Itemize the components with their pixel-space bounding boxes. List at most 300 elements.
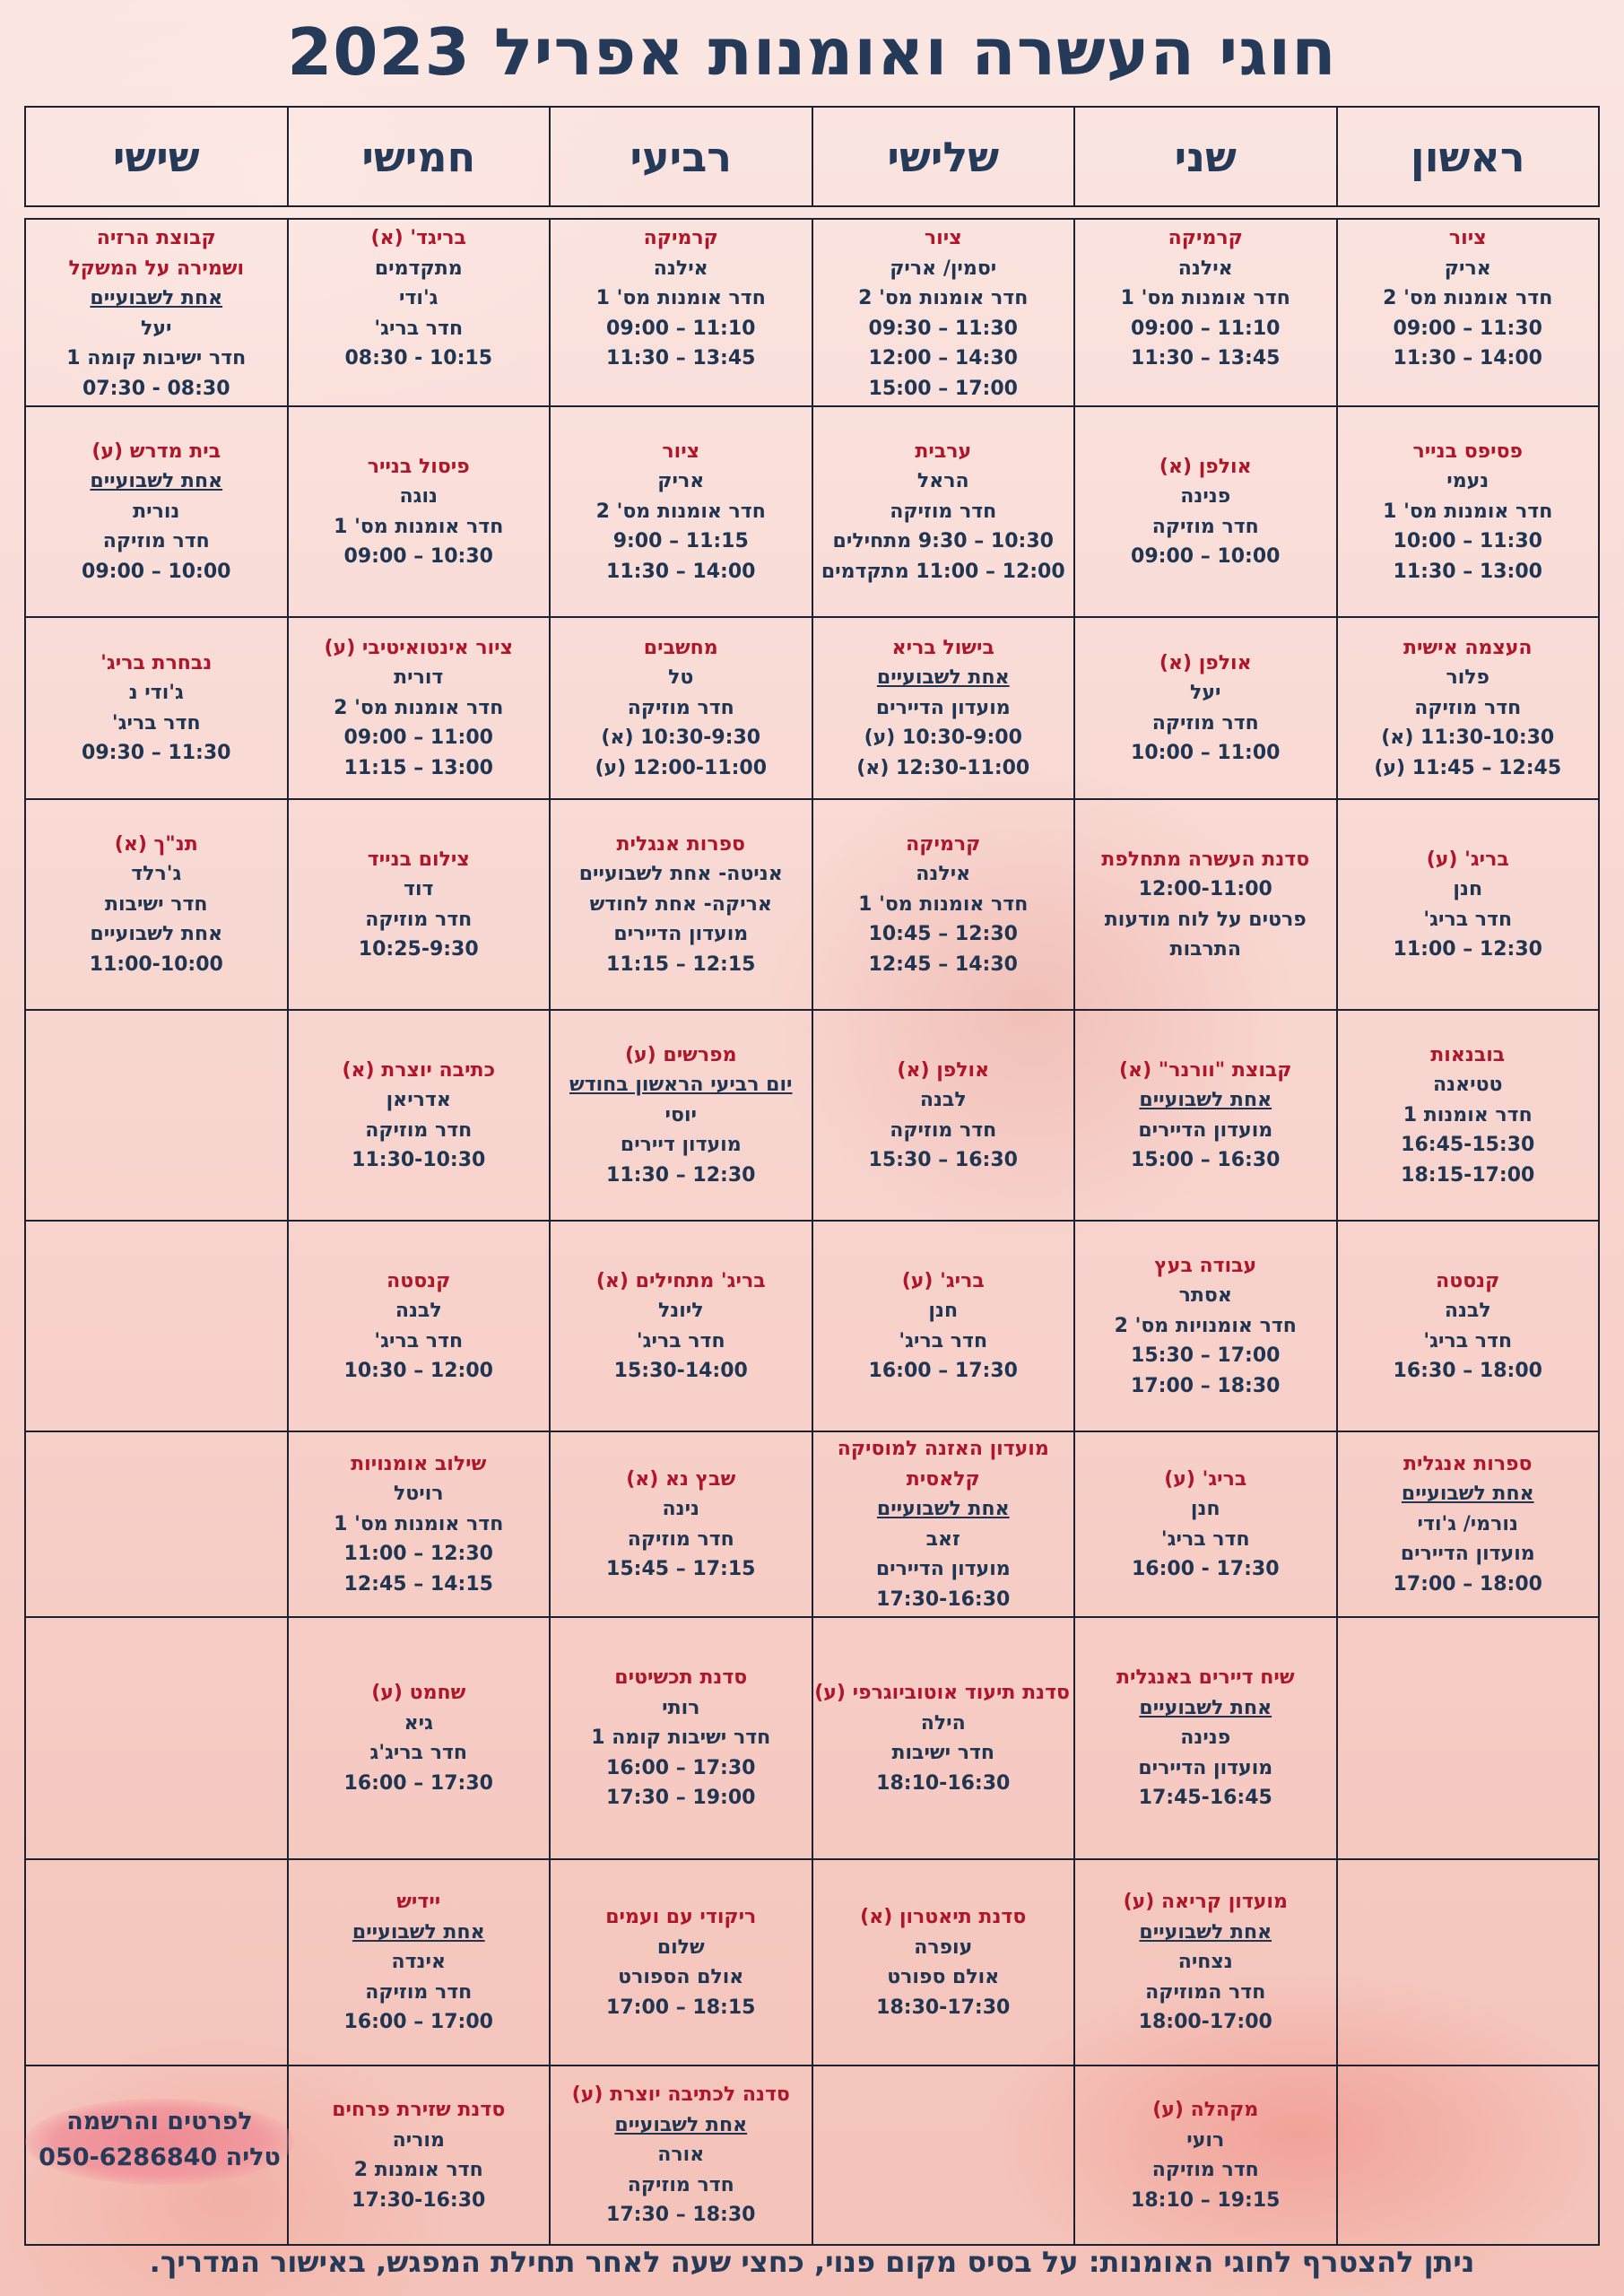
- class-cell-monday: [1074, 1431, 1337, 1617]
- class-detail: גיא: [404, 1711, 433, 1735]
- class-cell-tuesday: [812, 1010, 1075, 1221]
- class-detail: 16:45-15:30: [1401, 1134, 1535, 1157]
- class-detail: חנן: [928, 1300, 959, 1322]
- class-detail: 17:30-16:30: [352, 2188, 486, 2212]
- class-detail: אחת לשבועיים: [876, 666, 1010, 690]
- class-title: ציור: [662, 439, 700, 463]
- class-detail: חדר בריג': [1423, 908, 1513, 931]
- class-detail: חדר מוזיקה: [365, 908, 473, 931]
- class-detail: אריק: [1444, 257, 1491, 280]
- class-detail: 12:00-11:00: [1138, 878, 1272, 900]
- class-detail: חדר בריג': [111, 711, 201, 735]
- class-detail: 14:00 – 11:30: [1393, 347, 1542, 370]
- class-detail: עופרה: [914, 1935, 973, 1959]
- class-cell-friday: [25, 219, 288, 406]
- class-cell-wednesday: [550, 1859, 812, 2066]
- class-title: אולפן (א): [1159, 651, 1252, 674]
- class-detail: 12:45 – 11:45 (ע): [1374, 756, 1562, 779]
- class-detail: אילנה: [916, 863, 971, 886]
- class-cell-sunday: [1337, 1431, 1600, 1617]
- class-cell-thursday: [288, 2066, 551, 2245]
- class-detail: מועדון הדיירים: [1400, 1543, 1535, 1566]
- class-detail: ג'ודי נ: [128, 682, 184, 704]
- class-detail: 10:30-9:30 (א): [601, 726, 761, 750]
- class-detail: 18:15-17:00: [1401, 1163, 1535, 1187]
- day-header-monday: שני: [1074, 107, 1337, 206]
- class-cell-friday: [25, 1617, 288, 1859]
- class-cell-tuesday: [812, 1431, 1075, 1617]
- class-detail: ג'ודי: [398, 287, 439, 309]
- class-title: שיח דיירים באנגלית: [1116, 1666, 1295, 1690]
- class-title: סדנת תכשיטים: [614, 1666, 748, 1690]
- class-detail: 14:15 – 12:45: [343, 1572, 493, 1596]
- class-detail: חדר מוזיקה: [365, 1118, 473, 1142]
- class-detail: מתקדמים: [374, 257, 463, 280]
- class-detail: חדר מוזיקה: [627, 696, 734, 719]
- class-detail: חדר בריג': [899, 1329, 988, 1352]
- class-detail: חדר המוזיקה: [1145, 1980, 1266, 2004]
- class-detail: חדר בריג': [636, 1329, 725, 1352]
- class-detail: מועדון הדיירים: [875, 696, 1011, 719]
- class-detail: 18:00 – 17:00: [1393, 1572, 1542, 1596]
- class-detail: ליונל: [657, 1300, 704, 1322]
- schedule-row: [25, 617, 1599, 799]
- class-detail: מועדון הדיירים: [875, 1558, 1011, 1580]
- class-detail: יעל: [141, 317, 172, 340]
- class-title: קנסטה: [1436, 1269, 1500, 1292]
- class-detail: דורית: [394, 666, 444, 690]
- class-detail: חדר אומנות מס' 2: [858, 287, 1029, 309]
- class-title: שילוב אומנויות: [351, 1452, 487, 1475]
- class-title: פיסול בנייר: [367, 455, 470, 478]
- class-detail: חדר אומנות מס' 1: [595, 287, 766, 309]
- class-detail: אינדה: [391, 1951, 446, 1974]
- class-detail: שלום: [656, 1935, 705, 1959]
- class-cell-thursday: [288, 1617, 551, 1859]
- class-title: ערבית: [915, 439, 972, 463]
- class-detail: חדר ישיבות: [104, 892, 208, 916]
- class-detail: אחת לשבועיים: [876, 1498, 1010, 1520]
- class-detail: 12:15 – 11:15: [606, 952, 756, 976]
- class-title: צילום בנייד: [367, 848, 470, 871]
- class-detail: אחת לשבועיים: [90, 287, 223, 309]
- class-detail: 11:30-10:30: [352, 1149, 486, 1171]
- registration-title: לפרטים והרשמה: [66, 2108, 253, 2135]
- class-detail: חדר מוזיקה: [365, 1980, 473, 2004]
- class-title: מחשבים: [643, 636, 718, 659]
- class-title: בריג' מתחילים (א): [595, 1269, 766, 1292]
- class-cell-wednesday: [550, 799, 812, 1010]
- class-cell-monday: [1074, 406, 1337, 617]
- class-detail: 10:00 – 09:00: [82, 560, 231, 583]
- class-detail: 10:15 - 08:30: [344, 347, 492, 370]
- class-detail: לבנה: [395, 1300, 442, 1322]
- class-title: כתיבה יוצרת (א): [342, 1058, 496, 1082]
- class-detail: 12:30 – 11:00: [1393, 938, 1542, 961]
- class-detail: רויטל: [393, 1483, 444, 1506]
- class-detail: 12:30 – 11:30: [606, 1163, 756, 1187]
- class-detail: חדר אומנות מס' 2: [1383, 287, 1553, 309]
- class-detail: 12:00-11:00 (ע): [595, 756, 768, 779]
- class-cell-tuesday: [812, 406, 1075, 617]
- class-cell-friday: [25, 1221, 288, 1431]
- class-title: קבוצת הרזיה: [96, 227, 216, 249]
- schedule-row: [25, 799, 1599, 1010]
- class-detail: קלאסית: [906, 1467, 980, 1491]
- class-detail: 10:30 – 09:00: [343, 545, 493, 568]
- class-cell-tuesday: [812, 799, 1075, 1010]
- class-detail: דוד: [404, 878, 434, 900]
- class-detail: אחת לשבועיים: [90, 470, 223, 493]
- class-cell-wednesday: [550, 1010, 812, 1221]
- class-detail: 18:10-16:30: [876, 1771, 1011, 1795]
- class-title: קרמיקה: [1168, 227, 1243, 249]
- class-cell-sunday: [1337, 617, 1600, 799]
- class-title: בריג' (ע): [1426, 848, 1509, 871]
- class-detail: יום רביעי הראשון בחודש: [569, 1074, 793, 1097]
- class-title: שבץ נא (א): [626, 1467, 736, 1491]
- class-detail: אחת לשבועיים: [1401, 1483, 1534, 1506]
- class-detail: 17:30 – 16:00: [868, 1360, 1018, 1382]
- class-detail: 17:30 – 16:00: [606, 1756, 756, 1779]
- page-title: חוגי העשרה ואומנות אפריל 2023: [287, 14, 1337, 90]
- class-title: מועדון האזנה למוסיקה: [837, 1438, 1049, 1460]
- class-detail: חדר אומנות מס' 2: [334, 696, 504, 719]
- class-detail: 15:30-14:00: [613, 1360, 748, 1382]
- class-detail: אדריאן: [386, 1089, 451, 1111]
- class-cell-monday: [1074, 1859, 1337, 2066]
- class-detail: חדר אומנות מס' 1: [1383, 500, 1553, 523]
- class-detail: רועי: [1186, 2128, 1225, 2152]
- class-detail: 08:30 - 07:30: [82, 377, 230, 400]
- class-detail: אולם הספורט: [618, 1966, 744, 1988]
- class-detail: אסתר: [1178, 1284, 1232, 1308]
- class-title: בריגד' (א): [370, 227, 466, 249]
- class-cell-monday: [1074, 799, 1337, 1010]
- class-detail: חדר ישיבות קומה 1: [591, 1726, 771, 1750]
- class-detail: 11:10 – 09:00: [1131, 317, 1281, 340]
- class-detail: חדר מוזיקה: [890, 500, 997, 523]
- class-cell-thursday: [288, 1221, 551, 1431]
- day-header-wednesday: רביעי: [550, 107, 812, 206]
- class-detail: חדר אומנות 1: [1403, 1103, 1533, 1126]
- class-title: אולפן (א): [897, 1058, 990, 1082]
- class-cell-wednesday: [550, 1617, 812, 1859]
- class-title: ספרות אנגלית: [1403, 1452, 1533, 1475]
- class-cell-sunday: [1337, 406, 1600, 617]
- class-detail: 19:15 – 18:10: [1131, 2188, 1281, 2212]
- class-detail: חדר מוזיקה: [627, 2173, 734, 2196]
- class-detail: חדר מוזיקה: [1151, 711, 1259, 735]
- schedule-grid: [24, 218, 1600, 2246]
- class-title: סדנת תיעוד אוטוביוגרפי (ע): [814, 1682, 1070, 1704]
- class-detail: חדר מוזיקה: [102, 530, 210, 553]
- class-detail: טטיאנה: [1433, 1074, 1503, 1097]
- class-cell-friday: [25, 617, 288, 799]
- class-title: יידיש: [396, 1891, 441, 1914]
- class-cell-monday: [1074, 617, 1337, 799]
- class-detail: אריק: [657, 470, 705, 493]
- class-cell-thursday: [288, 406, 551, 617]
- class-detail: חדר מוזיקה: [1151, 515, 1259, 538]
- class-detail: 10:30 – 9:30 מתחילים: [832, 530, 1054, 553]
- class-detail: פנינה: [1180, 485, 1231, 508]
- day-header-tuesday: שלישי: [812, 107, 1075, 206]
- class-detail: חנן: [1190, 1498, 1220, 1520]
- class-cell-wednesday: [550, 2066, 812, 2245]
- class-detail: חדר מוזיקה: [627, 1527, 734, 1551]
- class-detail: נורמי/ ג'ודי: [1417, 1512, 1518, 1535]
- class-detail: 10:25-9:30: [358, 938, 479, 961]
- class-detail: 18:15 – 17:00: [606, 1996, 756, 2019]
- class-cell-monday: [1074, 1617, 1337, 1859]
- class-detail: 12:30 – 11:00: [343, 1543, 493, 1566]
- class-detail: 14:00 – 11:30: [606, 560, 756, 583]
- schedule-row: [25, 1859, 1599, 2066]
- class-title: קבוצת "וורנר" (א): [1119, 1058, 1292, 1082]
- class-detail: מועדון דיירים: [620, 1134, 742, 1157]
- class-detail: 18:00 – 16:30: [1393, 1360, 1542, 1382]
- class-cell-tuesday: [812, 1221, 1075, 1431]
- class-title: ספרות אנגלית: [616, 832, 746, 856]
- class-title: שחמט (ע): [371, 1682, 466, 1704]
- day-header-sunday: ראשון: [1337, 107, 1600, 206]
- class-cell-friday: [25, 1010, 288, 1221]
- class-detail: אחת לשבועיים: [1139, 1920, 1272, 1944]
- class-detail: 10:30-9:00 (ע): [864, 726, 1022, 750]
- registration-phone: טליה 050-6286840: [39, 2144, 281, 2171]
- class-detail: 14:30 – 12:45: [868, 952, 1018, 976]
- class-detail: נוגה: [399, 485, 438, 508]
- class-cell-monday: [1074, 219, 1337, 406]
- class-title: ציור: [924, 227, 962, 249]
- class-detail: 12:00 – 10:30: [343, 1360, 493, 1382]
- class-detail: יעל: [1190, 682, 1221, 704]
- class-cell-tuesday: [812, 2066, 1075, 2245]
- class-detail: טל: [668, 666, 694, 690]
- class-detail: חדר מוזיקה: [890, 1118, 997, 1142]
- schedule-row: [25, 219, 1599, 406]
- footer-note: ניתן להצטרף לחוגי האומנות: על בסיס מקום פנוי, כחצי שעה לאחר תחילת המפגש, באישור המדריך.: [149, 2245, 1475, 2279]
- class-detail: אניטה- אחת לשבועיים: [578, 863, 783, 886]
- class-detail: נינה: [662, 1498, 700, 1520]
- class-cell-friday: [25, 1431, 288, 1617]
- class-detail: 16:30 – 15:30: [868, 1149, 1018, 1171]
- class-title: ציור: [1448, 227, 1487, 249]
- day-header-thursday: חמישי: [288, 107, 551, 206]
- class-detail: לבנה: [919, 1089, 967, 1111]
- class-detail: חדר ישיבות קומה 1: [66, 347, 247, 370]
- class-detail: חדר בריג': [1160, 1527, 1250, 1551]
- class-detail: 13:45 – 11:30: [606, 347, 756, 370]
- class-cell-wednesday: [550, 219, 812, 406]
- class-detail: אילנה: [653, 257, 708, 280]
- class-detail: אחת לשבועיים: [90, 923, 223, 946]
- class-detail: 11:00 – 10:00: [1131, 742, 1281, 764]
- class-detail: ג'רלד: [131, 863, 182, 886]
- class-detail: פנינה: [1180, 1726, 1231, 1750]
- class-detail: 18:00-17:00: [1138, 2011, 1272, 2034]
- class-title: תנ"ך (א): [114, 832, 198, 856]
- class-title: מפרשים (ע): [624, 1043, 737, 1066]
- class-detail: יסמין/ אריק: [890, 257, 997, 280]
- class-cell-friday: [25, 406, 288, 617]
- class-detail: 11:00-10:00: [89, 952, 223, 976]
- class-cell-sunday: [1337, 1617, 1600, 1859]
- class-title: פסיפס בנייר: [1412, 439, 1524, 463]
- class-detail: אולם ספורט: [887, 1966, 1000, 1988]
- class-detail: נצחיה: [1177, 1951, 1233, 1974]
- class-title: אולפן (א): [1159, 455, 1252, 478]
- class-cell-monday: [1074, 1221, 1337, 1431]
- class-detail: חדר אומנות מס' 1: [858, 892, 1029, 916]
- class-detail: חדר בריג'ג: [369, 1742, 467, 1764]
- class-title: סדנת העשרה מתחלפת: [1101, 848, 1310, 871]
- class-detail: לבנה: [1444, 1300, 1491, 1322]
- class-cell-monday: [1074, 2066, 1337, 2245]
- class-cell-monday: [1074, 1010, 1337, 1221]
- class-title: עבודה בעץ: [1154, 1254, 1257, 1277]
- class-title: ציור אינטואיטיבי (ע): [324, 636, 513, 659]
- class-detail: 17:30-16:30: [876, 1587, 1011, 1611]
- class-detail: אחת לשבועיים: [1139, 1696, 1272, 1719]
- class-detail: אחת לשבועיים: [1139, 1089, 1272, 1111]
- class-title: מועדון קריאה (ע): [1123, 1891, 1288, 1914]
- schedule-row: [25, 1010, 1599, 1221]
- class-detail: 18:30 – 17:00: [1131, 1374, 1281, 1397]
- class-title: בריג' (ע): [1164, 1467, 1247, 1491]
- class-cell-friday: [25, 799, 288, 1010]
- class-detail: אילנה: [1177, 257, 1233, 280]
- class-detail: נעמי: [1446, 470, 1489, 493]
- class-detail: 17:30 - 16:00: [1131, 1558, 1280, 1580]
- class-cell-thursday: [288, 617, 551, 799]
- class-detail: פרטים על לוח מודעות: [1104, 908, 1307, 931]
- class-detail: 17:00 – 15:00: [868, 377, 1018, 400]
- class-detail: אחת לשבועיים: [352, 1920, 485, 1944]
- class-cell-thursday: [288, 219, 551, 406]
- class-cell-tuesday: [812, 617, 1075, 799]
- class-detail: חדר מוזיקה: [1151, 2159, 1259, 2181]
- class-detail: 18:30 – 17:30: [606, 2204, 756, 2227]
- class-cell-tuesday: [812, 1617, 1075, 1859]
- day-header-friday: שישי: [25, 107, 288, 206]
- class-detail: פלור: [1446, 666, 1490, 690]
- class-detail: חדר בריג': [1423, 1329, 1513, 1352]
- class-cell-tuesday: [812, 1859, 1075, 2066]
- class-detail: חדר מוזיקה: [1414, 696, 1522, 719]
- class-detail: 12:30 – 10:45: [868, 923, 1018, 946]
- class-title: בישול בריא: [891, 636, 994, 659]
- class-detail: 11:30-10:30 (א): [1381, 726, 1555, 750]
- class-detail: 11:30 – 09:00: [1393, 317, 1542, 340]
- class-detail: חדר אומנות מס' 1: [334, 1512, 504, 1535]
- class-cell-wednesday: [550, 406, 812, 617]
- class-detail: 17:30 – 16:00: [343, 1771, 493, 1795]
- class-detail: חדר אומנויות מס' 2: [1114, 1314, 1297, 1337]
- class-detail: חדר אומנות מס' 1: [1120, 287, 1290, 309]
- class-cell-thursday: [288, 1010, 551, 1221]
- class-title: קרמיקה: [643, 227, 718, 249]
- class-title: סדנת שזירת פרחים: [332, 2099, 506, 2121]
- class-detail: נורית: [133, 500, 180, 523]
- schedule-row: [25, 1617, 1599, 1859]
- class-detail: 11:15 – 9:00: [612, 530, 749, 553]
- class-detail: מועדון הדיירים: [1138, 1756, 1273, 1779]
- class-detail: חנן: [1453, 878, 1483, 900]
- class-detail: 11:30 – 10:00: [1393, 530, 1542, 553]
- class-detail: 10:00 – 09:00: [1131, 545, 1281, 568]
- schedule-row: [25, 1221, 1599, 1431]
- class-detail: מוריה: [392, 2128, 445, 2152]
- class-title: סדנת תיאטרון (א): [860, 1906, 1027, 1928]
- class-title: העצמה אישית: [1403, 636, 1533, 659]
- class-detail: רותי: [662, 1696, 700, 1719]
- class-detail: 12:00 – 11:00 מתקדמים: [821, 560, 1065, 583]
- class-title: סדנה לכתיבה יוצרת (ע): [571, 2083, 790, 2107]
- class-detail: 11:30 – 09:30: [868, 317, 1018, 340]
- class-title: מקהלה (ע): [1152, 2099, 1259, 2121]
- class-detail: 11:00 – 09:00: [343, 726, 493, 750]
- registration-badge: [25, 2099, 294, 2185]
- class-detail: חדר אומנות 2: [353, 2159, 483, 2181]
- class-detail: התרבות: [1169, 938, 1241, 961]
- class-title: קנסטה: [386, 1269, 451, 1292]
- class-title: בריג' (ע): [901, 1269, 985, 1292]
- class-cell-tuesday: [812, 219, 1075, 406]
- class-detail: אחת לשבועיים: [614, 2113, 748, 2136]
- class-detail: 11:10 – 09:00: [606, 317, 756, 340]
- class-detail: הראל: [916, 470, 969, 493]
- class-cell-sunday: [1337, 219, 1600, 406]
- class-cell-sunday: [1337, 1010, 1600, 1221]
- class-detail: הילה: [920, 1711, 966, 1735]
- days-header: [24, 106, 1600, 207]
- class-detail: 11:30 – 09:30: [82, 742, 231, 764]
- class-cell-wednesday: [550, 617, 812, 799]
- class-detail: יוסי: [664, 1103, 697, 1126]
- class-cell-thursday: [288, 1431, 551, 1617]
- class-cell-sunday: [1337, 1221, 1600, 1431]
- class-title: נבחרת בריג': [100, 651, 213, 674]
- class-detail: חדר בריג': [374, 317, 464, 340]
- class-detail: מועדון הדיירים: [613, 923, 749, 946]
- class-title: קרמיקה: [906, 832, 981, 856]
- class-cell-friday: [25, 1859, 288, 2066]
- schedule-row: [25, 1431, 1599, 1617]
- class-cell-wednesday: [550, 1431, 812, 1617]
- class-detail: 13:00 – 11:30: [1393, 560, 1542, 583]
- class-detail: 13:45 – 11:30: [1131, 347, 1281, 370]
- class-detail: חדר בריג': [374, 1329, 464, 1352]
- class-detail: זאב: [925, 1527, 960, 1551]
- class-detail: חדר אומנות מס' 2: [595, 500, 766, 523]
- class-detail: אורה: [657, 2144, 705, 2167]
- class-detail: 16:30 – 15:00: [1131, 1149, 1281, 1171]
- class-detail: חדר ישיבות: [891, 1742, 995, 1764]
- class-title: ריקודי עם ועמים: [605, 1906, 757, 1928]
- class-detail: 17:00 – 15:30: [1131, 1344, 1281, 1368]
- class-title: בובנאות: [1430, 1043, 1506, 1066]
- class-detail: 18:30-17:30: [876, 1996, 1011, 2019]
- class-detail: מועדון הדיירים: [1138, 1118, 1273, 1142]
- class-detail: 14:30 – 12:00: [868, 347, 1018, 370]
- class-detail: חדר אומנות מס' 1: [334, 515, 504, 538]
- class-detail: 17:15 – 15:45: [606, 1558, 756, 1580]
- class-detail: 19:00 – 17:30: [606, 1787, 756, 1810]
- class-detail: אריקה- אחת לחודש: [589, 892, 772, 916]
- class-cell-sunday: [1337, 799, 1600, 1010]
